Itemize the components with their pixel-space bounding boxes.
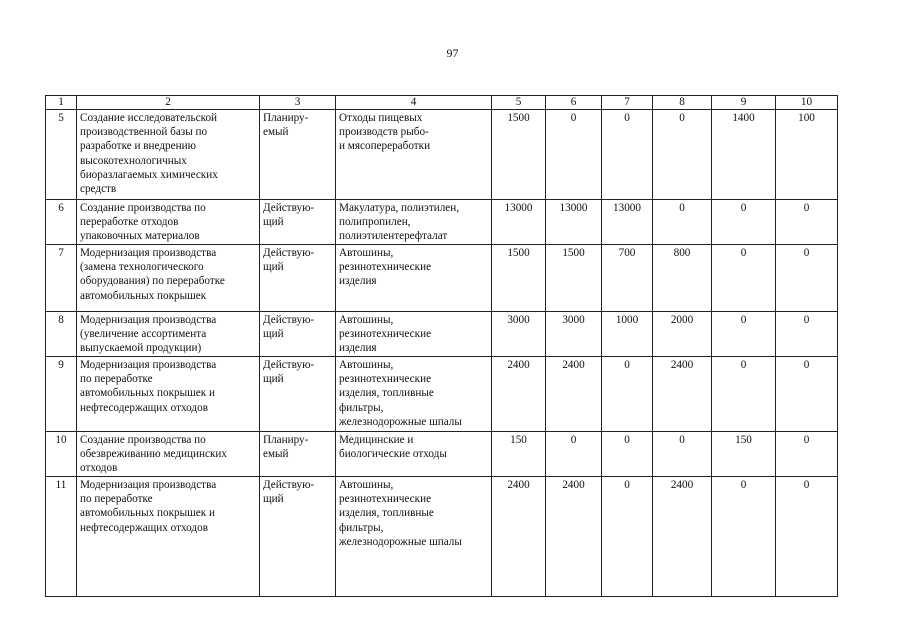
value-col6: 2400 (546, 477, 602, 597)
project-name: Модернизация производства (увеличение ассортимента выпускаемой продукции) (77, 312, 260, 357)
row-number: 9 (46, 357, 77, 432)
table-row (46, 312, 838, 357)
header-cell: 7 (602, 96, 653, 110)
value-col5: 2400 (492, 357, 546, 432)
project-status: Действую- щий (260, 357, 336, 432)
value-col7: 0 (602, 110, 653, 200)
project-name: Модернизация производства по переработке автомобильных покрышек и нефтесодержащих отходов (77, 357, 260, 432)
table-row (46, 432, 838, 477)
project-status: Действую- щий (260, 200, 336, 245)
row-number: 7 (46, 245, 77, 312)
header-cell: 9 (712, 96, 776, 110)
value-col8: 2400 (653, 357, 712, 432)
header-cell: 10 (776, 96, 838, 110)
value-col9: 0 (712, 477, 776, 597)
row-number: 11 (46, 477, 77, 597)
waste-types: Медицинские и биологические отходы (336, 432, 492, 477)
project-status: Действую- щий (260, 245, 336, 312)
project-name: Создание исследовательской производственной базы по разработке и внедрению высокотехнологичных биоразлагаемых химических средств (77, 110, 260, 200)
value-col10: 100 (776, 110, 838, 200)
value-col5: 1500 (492, 245, 546, 312)
project-status: Планиру- емый (260, 110, 336, 200)
value-col6: 2400 (546, 357, 602, 432)
value-col9: 150 (712, 432, 776, 477)
row-number: 5 (46, 110, 77, 200)
value-col9: 0 (712, 357, 776, 432)
value-col8: 2400 (653, 477, 712, 597)
waste-types: Автошины, резинотехнические изделия, топливные фильтры, железнодорожные шпалы (336, 477, 492, 597)
table-row (46, 357, 838, 432)
value-col8: 0 (653, 110, 712, 200)
value-col7: 0 (602, 357, 653, 432)
project-status: Действую- щий (260, 312, 336, 357)
value-col5: 1500 (492, 110, 546, 200)
header-cell: 6 (546, 96, 602, 110)
value-col10: 0 (776, 357, 838, 432)
value-col5: 2400 (492, 477, 546, 597)
value-col8: 800 (653, 245, 712, 312)
project-name: Создание производства по переработке отходов упаковочных материалов (77, 200, 260, 245)
header-row (46, 96, 838, 110)
header-cell: 8 (653, 96, 712, 110)
value-col8: 0 (653, 200, 712, 245)
project-name: Создание производства по обезвреживанию медицинских отходов (77, 432, 260, 477)
value-col6: 3000 (546, 312, 602, 357)
table-row (46, 245, 838, 312)
page-number: 97 (446, 46, 459, 60)
value-col7: 0 (602, 432, 653, 477)
waste-types: Автошины, резинотехнические изделия, топливные фильтры, железнодорожные шпалы (336, 357, 492, 432)
waste-types: Макулатура, полиэтилен, полипропилен, полиэтилентерефталат (336, 200, 492, 245)
value-col7: 700 (602, 245, 653, 312)
value-col5: 150 (492, 432, 546, 477)
value-col6: 1500 (546, 245, 602, 312)
header-cell: 1 (46, 96, 77, 110)
projects-table (45, 95, 838, 597)
value-col9: 0 (712, 245, 776, 312)
value-col5: 13000 (492, 200, 546, 245)
value-col10: 0 (776, 432, 838, 477)
row-number: 10 (46, 432, 77, 477)
table-row (46, 200, 838, 245)
value-col7: 13000 (602, 200, 653, 245)
value-col8: 2000 (653, 312, 712, 357)
waste-types: Автошины, резинотехнические изделия (336, 312, 492, 357)
table-row (46, 477, 838, 597)
value-col9: 0 (712, 200, 776, 245)
value-col7: 0 (602, 477, 653, 597)
value-col6: 0 (546, 110, 602, 200)
value-col10: 0 (776, 245, 838, 312)
header-cell: 5 (492, 96, 546, 110)
value-col6: 0 (546, 432, 602, 477)
project-status: Действую- щий (260, 477, 336, 597)
header-cell: 2 (77, 96, 260, 110)
row-number: 8 (46, 312, 77, 357)
project-name: Модернизация производства (замена технологического оборудования) по переработке автомобильных покрышек (77, 245, 260, 312)
waste-types: Отходы пищевых производств рыбо- и мясопереработки (336, 110, 492, 200)
value-col6: 13000 (546, 200, 602, 245)
header-cell: 4 (336, 96, 492, 110)
value-col10: 0 (776, 200, 838, 245)
project-name: Модернизация производства по переработке автомобильных покрышек и нефтесодержащих отходов (77, 477, 260, 597)
value-col9: 0 (712, 312, 776, 357)
value-col10: 0 (776, 312, 838, 357)
waste-types: Автошины, резинотехнические изделия (336, 245, 492, 312)
value-col5: 3000 (492, 312, 546, 357)
value-col9: 1400 (712, 110, 776, 200)
table-row (46, 110, 838, 200)
row-number: 6 (46, 200, 77, 245)
value-col8: 0 (653, 432, 712, 477)
value-col10: 0 (776, 477, 838, 597)
project-status: Планиру- емый (260, 432, 336, 477)
header-cell: 3 (260, 96, 336, 110)
value-col7: 1000 (602, 312, 653, 357)
